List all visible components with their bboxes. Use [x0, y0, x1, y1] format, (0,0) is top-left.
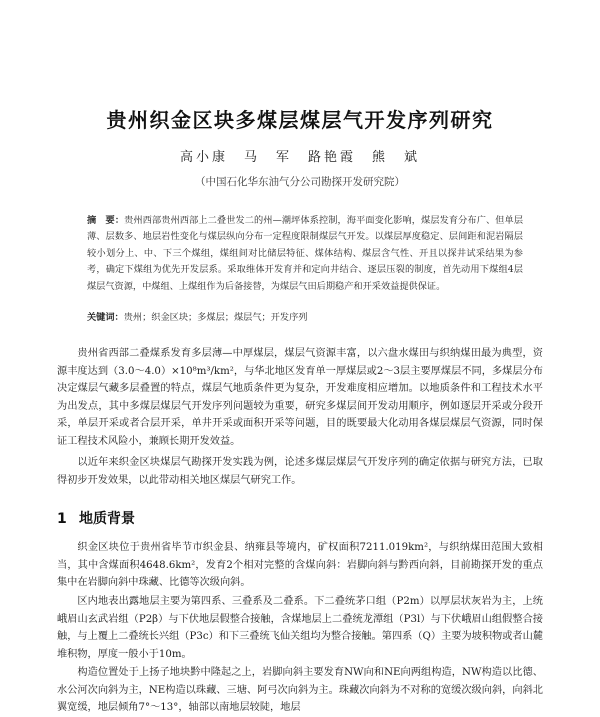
section-heading	[57, 508, 135, 528]
section-number: 1	[57, 511, 67, 527]
author-list: 高小康 马 军 路艳霞 熊 斌	[179, 150, 420, 165]
section-title: 地质背景	[79, 511, 135, 527]
abstract-label: 摘 要：	[87, 215, 125, 226]
keywords-label: 关键词：	[87, 312, 124, 323]
keywords	[87, 310, 523, 326]
geology-paragraph-1: 织金区块位于贵州省毕节市织金县、纳雍县等境内，矿权面积7211.019km²，与织纳煤田范围大致相当，其中含煤面积4648.6km²，发育2个相对完整的含煤向斜：岩脚向斜与黔西向斜，目前勘探开发的重点集中在岩脚向斜中珠藏、比德等次级向斜。	[57, 542, 543, 589]
paper-title: 贵州织金区块多煤层煤层气开发序列研究	[106, 108, 494, 132]
geology-paragraph-3: 构造位置处于上扬子地块黔中隆起之上，岩脚向斜主要发育NW向和NE向两组构造，NW构造以比德、水公河次向斜为主，NE构造以珠藏、三塘、阿弓次向斜为主。珠藏次向斜为不对称的宽缓次级向斜，向斜北翼宽缓，地层倾角7°～13°，轴部以南地层较陡，地层	[57, 667, 543, 714]
keywords-text: 贵州；织金区块；多煤层；煤层气；开发序列	[123, 312, 308, 323]
intro-paragraph-1: 贵州省西部二叠煤系发育多层薄—中厚煤层，煤层气资源丰富，以六盘水煤田与织纳煤田最为典型，资源丰度达到（3.0～4.0）×10⁸m³/km²，与华北地区发育单一厚煤层或2～3层主要厚煤层不同，多煤层分布决定煤层气藏多层叠置的特点，煤层气地质条件更为复杂，开发难度相应增加。以地质条件和工程技术水平为出发点，其中多煤层煤层气开发序列问题较为重要，研究多煤层间开发动用顺序，例如逐层开采或分段开采，单层开采或者合层开采，单井开采或面积开采等问题，目的既要最大化动用各煤层煤层气资源，同时保证工程技术风险小，兼顾长期开发效益。	[57, 348, 543, 447]
author-affiliation: （中国石化华东油气分公司勘探开发研究院）	[195, 176, 405, 188]
abstract-text: 贵州西部贵州西部上二叠世发二的州—潮坪体系控制，海平面变化影响，煤层发育分布广、但单层薄、层数多、地层岩性变化与煤层纵向分布一定程度限制煤层气开发。以煤层厚度稳定、层间距和泥岩隔层较小划分上、中、下三个煤组，煤组间对比储层特征、煤体结构、煤层含气性、开且以探井试采结果为参考，确定下煤组为优先开发层系。采取维体开发育并和定向井结合、逐层压裂的制度，首先动用下煤组4层煤层气资源，中煤组、上煤组作为后备接替，为煤层气田后期稳产和开采效益提供保证。	[87, 215, 524, 292]
abstract	[87, 213, 523, 295]
geology-paragraph-2: 区内地表出露地层主要为第四系、三叠系及二叠系。下二叠统茅口组（P2m）以厚层状灰岩为主，上统峨眉山玄武岩组（P2β）与下伏地层假整合接触，含煤地层上二叠统龙潭组（P3l）与下伏峨眉山组假整合接触，与上覆上二叠统长兴组（P3c）和下三叠统飞仙关组均为整合接触。第四系（Q）主要为坡积物或者山麓堆积物，厚度一般小于10m。	[57, 596, 543, 660]
intro-paragraph-2: 以近年来织金区块煤层气勘探开发实践为例，论述多煤层煤层气开发序列的确定依据与研究方法，已取得初步开发效果，以此带动相关地区煤层气研究工作。	[57, 457, 543, 486]
